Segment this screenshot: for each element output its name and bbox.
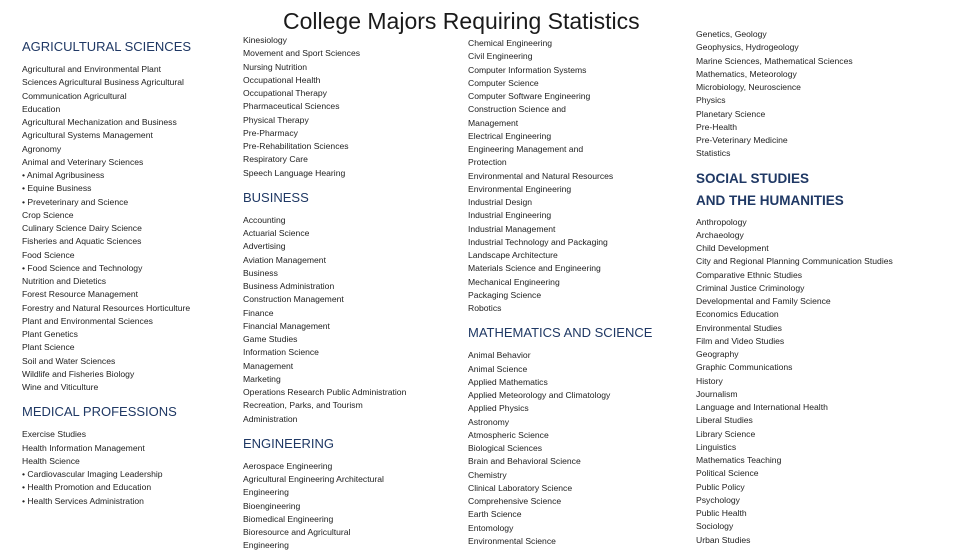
business-list: [243, 214, 453, 426]
column-4: [696, 28, 931, 547]
major-list-item: History: [696, 375, 723, 386]
major-list-item: Information Science: [243, 347, 319, 358]
major-list-item: Agricultural Engineering Architectural: [243, 474, 384, 484]
major-list-item: Genetics, Geology: [696, 29, 767, 39]
major-list-item: Clinical Laboratory Science: [468, 482, 573, 493]
section-heading-agricultural-sciences: AGRICULTURAL SCIENCES: [22, 39, 192, 54]
major-list-item: Film and Video Studies: [696, 335, 785, 346]
section-heading-medical-professions: MEDICAL PROFESSIONS: [22, 404, 177, 420]
major-list-item: Business: [243, 267, 278, 278]
page-title: College Majors Requiring Statistics: [283, 8, 640, 34]
major-list-item: Economics Education: [696, 309, 779, 320]
major-list-item: Marketing: [243, 373, 281, 384]
major-list-item: Applied Meteorology and Climatology: [468, 390, 611, 400]
major-list-item: Occupational Therapy: [243, 88, 327, 98]
major-list-item: • Cardiovascular Imaging Leadership: [22, 469, 163, 479]
column-2: [243, 34, 453, 553]
social-studies-and-humanities-list: [696, 216, 931, 547]
major-list-item: Health Information Management: [22, 442, 145, 453]
major-list-item: Sociology: [696, 521, 734, 532]
major-list-item: • Equine Business: [22, 183, 92, 194]
major-list-item: • Food Science and Technology: [22, 262, 143, 273]
major-list-item: Comparative Ethnic Studies: [696, 269, 803, 280]
major-list-item: Agricultural and Environmental Plant: [22, 64, 162, 74]
major-list-item: Geography: [696, 349, 739, 359]
major-list-item: Health Science: [22, 455, 80, 466]
major-list-item: Urban Studies: [696, 534, 751, 545]
major-list-item: Computer Science: [468, 77, 539, 88]
major-list-item: • Health Services Administration: [22, 495, 144, 506]
major-list-item: Pre-Health: [696, 121, 738, 132]
major-list-item: Advertising: [243, 241, 286, 252]
major-list-item: Archaeology: [696, 229, 744, 240]
major-list-item: Journalism: [696, 388, 738, 399]
major-list-item: Earth Science: [468, 509, 522, 520]
major-list-item: Accounting: [243, 214, 286, 225]
major-list-item: Physics: [696, 95, 726, 106]
major-list-item: Biological Sciences: [468, 443, 543, 453]
major-list-item: Pharmaceutical Sciences: [243, 101, 340, 112]
major-list-item: Psychology: [696, 494, 740, 505]
major-list-item: Language and International Health: [696, 402, 828, 412]
mathematics-and-science-list: [468, 349, 688, 548]
major-list-item: Aerospace Engineering: [243, 460, 333, 471]
major-list-item: Wine and Viticulture: [22, 382, 99, 392]
major-list-item: • Animal Agribusiness: [22, 170, 105, 180]
major-list-item: Business Administration: [243, 281, 335, 291]
major-list-item: Computer Information Systems: [468, 64, 587, 75]
major-list-item: Bioresource and Agricultural: [243, 527, 351, 537]
major-list-item: Forestry and Natural Resources Horticulture: [22, 302, 191, 313]
major-list-item: • Preveterinary and Science: [22, 196, 129, 207]
major-list-item: Applied Mathematics: [468, 376, 548, 387]
column-1: [22, 36, 227, 508]
major-list-item: Fisheries and Aquatic Sciences: [22, 236, 142, 247]
major-list-item: Planetary Science: [696, 108, 766, 119]
section-heading-mathematics-and-science: MATHEMATICS AND SCIENCE: [468, 325, 653, 341]
major-list-item: Materials Science and Engineering: [468, 263, 601, 274]
major-list-item: Developmental and Family Science: [696, 296, 831, 306]
major-list-item: Marine Sciences, Mathematical Sciences: [696, 55, 853, 66]
major-list-item: Geophysics, Hydrogeology: [696, 42, 799, 53]
major-list-item: Agricultural Systems Management: [22, 130, 153, 141]
mathematics-and-science-continued-list: [696, 28, 931, 161]
major-list-item: Wildlife and Fisheries Biology: [22, 368, 135, 379]
major-list-item: Physical Therapy: [243, 114, 309, 125]
medical-professions-list: [22, 428, 227, 508]
major-list-item: Industrial Management: [468, 223, 556, 234]
major-list-item: Chemistry: [468, 469, 507, 480]
major-list-item: Management: [243, 360, 294, 371]
major-list-item: Statistics: [696, 148, 731, 159]
major-list-item: Game Studies: [243, 334, 298, 344]
major-list-item: Mechanical Engineering: [468, 276, 560, 287]
major-list-item: Environmental Science: [468, 535, 556, 546]
major-list-item: Applied Physics: [468, 403, 529, 414]
major-list-item: Comprehensive Science: [468, 496, 562, 506]
major-list-item: Administration: [243, 413, 298, 424]
major-list-item: Construction Management: [243, 294, 344, 305]
major-list-item: Education: [22, 103, 61, 114]
major-list-item: Engineering: [243, 540, 289, 551]
major-list-item: Plant Genetics: [22, 329, 78, 339]
section-heading-business: BUSINESS: [243, 189, 309, 205]
major-list-item: Soil and Water Sciences: [22, 355, 116, 366]
major-list-item: Entomology: [468, 522, 514, 533]
major-list-item: Actuarial Science: [243, 228, 310, 238]
major-list-item: Culinary Science Dairy Science: [22, 223, 142, 233]
major-list-item: Plant Science: [22, 342, 75, 353]
major-list-item: Civil Engineering: [468, 51, 533, 62]
major-list-item: Sciences Agricultural Business Agricultural: [22, 77, 184, 88]
major-list-item: Public Health: [696, 508, 747, 518]
major-list-item: Engineering Management and: [468, 144, 584, 154]
major-list-item: Astronomy: [468, 416, 510, 427]
major-list-item: Animal and Veterinary Sciences: [22, 156, 144, 167]
major-list-item: Mathematics Teaching: [696, 455, 782, 465]
major-list-item: Animal Science: [468, 363, 528, 374]
major-list-item: Environmental Engineering: [468, 183, 572, 194]
major-list-item: Operations Research Public Administration: [243, 387, 407, 397]
major-list-item: Brain and Behavioral Science: [468, 456, 581, 467]
major-list-item: Anthropology: [696, 216, 747, 227]
major-list-item: Linguistics: [696, 441, 737, 452]
major-list-item: Finance: [243, 307, 274, 318]
major-list-item: Computer Software Engineering: [468, 91, 591, 101]
major-list-item: Library Science: [696, 428, 756, 439]
major-list-item: Construction Science and: [468, 104, 566, 115]
major-list-item: Environmental Studies: [696, 322, 782, 333]
major-list-item: Nursing Nutrition: [243, 61, 307, 72]
major-list-item: Forest Resource Management: [22, 289, 139, 300]
major-list-item: Liberal Studies: [696, 415, 753, 426]
major-list-item: Pre-Pharmacy: [243, 127, 298, 138]
section-heading-engineering: ENGINEERING: [243, 435, 335, 451]
major-list-item: Bioengineering: [243, 500, 301, 511]
major-list-item: Public Policy: [696, 481, 745, 492]
major-list-item: Engineering: [243, 487, 289, 498]
major-list-item: Protection: [468, 157, 507, 168]
major-list-item: Environmental and Natural Resources: [468, 170, 614, 181]
major-list-item: Industrial Engineering: [468, 210, 552, 221]
section-heading-line-1: SOCIAL STUDIES: [696, 170, 810, 186]
major-list-item: Robotics: [468, 303, 502, 313]
major-list-item: Electrical Engineering: [468, 130, 552, 141]
section-heading-line-2: AND THE HUMANITIES: [696, 192, 844, 208]
major-list-item: Graphic Communications: [696, 362, 793, 373]
major-list-item: Political Science: [696, 468, 759, 479]
major-list-item: Packaging Science: [468, 289, 542, 300]
major-list-item: Pre-Veterinary Medicine: [696, 135, 788, 145]
major-list-item: Criminal Justice Criminology: [696, 282, 805, 293]
medical-professions-continued-list: [243, 34, 453, 180]
major-list-item: Plant and Environmental Sciences: [22, 315, 153, 326]
major-list-item: Agricultural Mechanization and Business: [22, 117, 177, 127]
major-list-item: Speech Language Hearing: [243, 167, 346, 178]
major-list-item: Respiratory Care: [243, 154, 308, 165]
major-list-item: Pre-Rehabilitation Sciences: [243, 141, 349, 151]
major-list-item: Microbiology, Neuroscience: [696, 82, 801, 92]
major-list-item: Crop Science: [22, 209, 74, 220]
agricultural-sciences-list: [22, 63, 227, 394]
major-list-item: Kinesiology: [243, 35, 287, 45]
major-list-item: • Health Promotion and Education: [22, 482, 152, 493]
major-list-item: City and Regional Planning Communication Studies: [696, 256, 893, 267]
major-list-item: Industrial Technology and Packaging: [468, 236, 608, 247]
major-list-item: Exercise Studies: [22, 429, 87, 440]
major-list-item: Financial Management: [243, 320, 330, 331]
major-list-item: Mathematics, Meteorology: [696, 68, 797, 79]
major-list-item: Atmospheric Science: [468, 429, 549, 440]
major-list-item: Chemical Engineering: [468, 38, 553, 48]
major-list-item: Landscape Architecture: [468, 250, 558, 260]
major-list-item: Aviation Management: [243, 254, 326, 265]
major-list-item: Management: [468, 117, 519, 128]
major-list-item: Nutrition and Dietetics: [22, 276, 107, 286]
major-list-item: Communication Agricultural: [22, 90, 127, 101]
section-heading-social-studies: [696, 168, 931, 212]
column-3: [468, 37, 688, 548]
major-list-item: Animal Behavior: [468, 350, 531, 361]
major-list-item: Recreation, Parks, and Tourism: [243, 400, 363, 411]
major-list-item: Movement and Sport Sciences: [243, 48, 361, 59]
major-list-item: Industrial Design: [468, 197, 533, 207]
engineering-list: [243, 460, 453, 553]
major-list-item: Child Development: [696, 243, 769, 253]
major-list-item: Agronomy: [22, 143, 62, 154]
major-list-item: Food Science: [22, 249, 75, 260]
major-list-item: Occupational Health: [243, 74, 321, 85]
engineering-continued-list: [468, 37, 688, 315]
major-list-item: Biomedical Engineering: [243, 513, 334, 524]
